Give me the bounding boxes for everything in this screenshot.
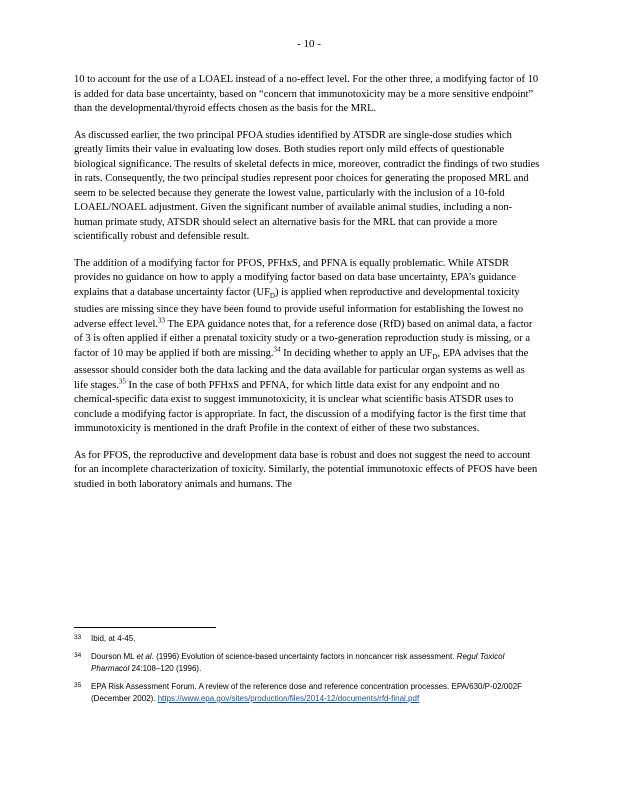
footnote-ref-33[interactable]: 33	[158, 316, 166, 325]
footnote-ref-34[interactable]: 34	[273, 345, 281, 354]
footnote-ref-35[interactable]: 35	[118, 377, 126, 386]
paragraph-3: The addition of a modifying factor for PFOS, PFHxS, and PFNA is equally problematic. While ATSDR provides no guidance on how to apply a modifying factor based on data base uncertainty, EPA’s guidance explains that a database uncertainty factor $(UF_D)$ is applied when reproductive and developmental toxicity studies are missing since they have been found to provide useful information for establishing the lowest no adverse effect level.$^{33}$ The EPA guidance notes that, for a reference dose (RfD) based on animal data, a factor of 3 is often applied if either a prenatal toxicity study or a two-generation reproduction study is missing, or a factor of 10 may be applied if both are missing.$^{34}$ In deciding whether to apply an $UF_D$, EPA advises that the assessor should consider both the data lacking and the data available for particular organ systems as well as life stages.$^{35}$ In the case of both PFHxS and PFNA, for which little data exist for any endpoint and no chemical-specific data exist to suggest immunotoxicity, it is unclear what scientific basis ATSDR uses to conclude a modifying factor is appropriate. In fact, the discussion of a modifying factor is the first time that immunotoxicity is mentioned in the draft Profile in the context of either of these two substances.	[74, 257, 533, 435]
paragraph-1: 10 to account for the use of a LOAEL instead of a no-effect level. For the other three, a modifying factor of 10 is added for data base uncertainty, based on “concern that immunotoxicity may be a more sensitive endpoint” than the developmental/thyroid effects chosen as the basis for the MRL.	[74, 74, 539, 114]
footnote-35: 35 EPA Risk Assessment Forum. A review of the reference dose and reference concentration processes. EPA/630/P-02/002F (December 2002). https://www.epa.gov/sites/production/files/2014-12/documents/rfd-final.pdf	[74, 682, 523, 703]
footnote-33: 33 Ibid, at 4-45.	[74, 634, 136, 643]
body-text	[74, 73, 540, 504]
paragraph-4: As for PFOS, the reproductive and development data base is robust and does not suggest the need to account for an incomplete characterization of toxicity. Similarly, the potential immunotoxic effects of PFOS have been studied in both laboratory animals and humans. The	[74, 449, 538, 490]
epa-rfd-link[interactable]: https://www.epa.gov/sites/production/files/2014-12/documents/rfd-final.pdf	[157, 694, 420, 703]
footnote-34: 34 Dourson ML et al. (1996) Evolution of science-based uncertainty factors in noncancer risk assessment. Regul Toxicol Pharmacol 24:108–120 (1996).	[74, 652, 505, 673]
footnote-separator	[74, 627, 216, 628]
footnotes	[74, 633, 544, 711]
page-number: - 10 -	[297, 38, 321, 50]
paragraph-2: As discussed earlier, the two principal PFOA studies identified by ATSDR are single-dose studies which greatly limits their value in evaluating low doses. Both studies report only mild effects of questionable biological significance. The results of skeletal defects in mice, moreover, contradict the findings of two studies in rats. Consequently, the two principal studies represent poor choices for generating the proposed MRL and seem to be selected because they generate the lowest value, particularly with the inclusion of a 10-fold LOAEL/NOAEL adjustment. Given the significant number of available animal studies, including a non-human primate study, ATSDR should select an alternative basis for the MRL that can provide a more scientifically robust and defensible result.	[74, 129, 540, 242]
